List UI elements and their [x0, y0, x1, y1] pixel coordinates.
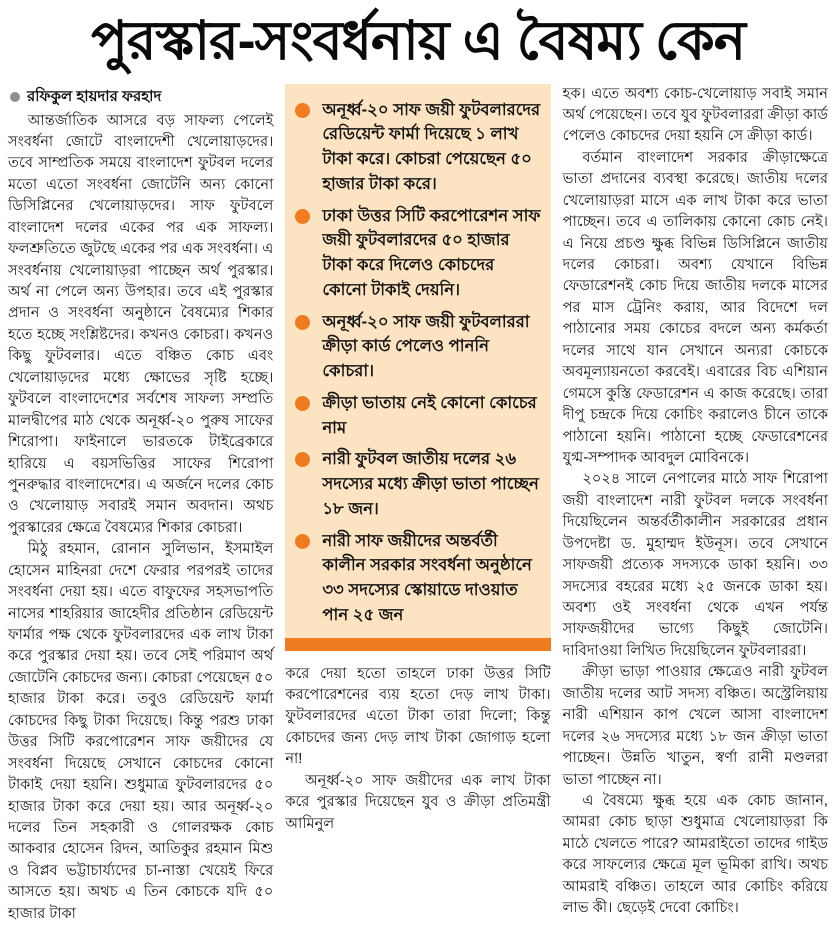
- article-paragraph: ক্রীড়া ভাড়া পাওয়ার ক্ষেত্রেও নারী ফুটবল জাতীয় দলের আট সদস্য বঞ্চিত। অস্ট্রেলিয়ায় নারী এশিয়ান কাপ খেলে আসা বাংলাদেশ দলের ২৬ সদস্যের মধ্যে ১৮ জন ক্রীড়া ভাতা পাচ্ছেন। উন্নতি খাতুন, স্বর্ণা রানী মণ্ডলরা ভাতা পাচ্ছেন না।: [563, 662, 828, 791]
- article-paragraph: মিঠু রহমান, রোনান সুলিভান, ইসমাইল হোসেন মাহিনরা দেশে ফেরার পরপরই তাদের সংবর্ধনা দেয়া হয়। এতে বাফুফের সহসভাপতি নাসের শাহরিয়ার জাহেদীর প্রতিষ্ঠান রেডিয়েন্ট ফার্মার পক্ষ থেকে ফুটবলারদের এক লাখ টাকা করে পুরস্কার দেয়া হয়। তবে সেই পরিমাণ অর্থ জোটেনি কোচদের জন্য। কোচরা পেয়েছেন ৫০ হাজার টাকা করে। তবুও রেডিয়েন্ট ফার্মা কোচদের কিছু টাকা দিয়েছে। কিন্তু পরশু ঢাকা উত্তর সিটি করপোরেশন সাফ জয়ীদের যে সংবর্ধনা দিয়েছে সেখানে কোচদের কোনো টাকাই দেয়া হয়নি। শুধুমাত্র ফুটবলারদের ৫০ হাজার টাকা করে দেয়া হয়। আর অনূর্ধ্ব-২০ দলের তিন সহকারী ও গোলরক্ষক কোচ আকবার হোসেন রিদন, আতিকুর রহমান মিশু ও বিপ্লব ভট্টাচার্য্যদের চা-নাস্তা খেয়েই ফিরে আসতে হয়। অথচ এ তিন কোচকে যদি ৫০ হাজার টাকা: [8, 539, 273, 925]
- column-2: [285, 84, 550, 836]
- column-1: [8, 84, 273, 925]
- highlight-item: [295, 98, 540, 197]
- highlight-item-text: অনূর্ধ্ব-২০ সাফ জয়ী ফুটবলারদের রেডিয়েন্ট ফার্মা দিয়েছে ১ লাখ টাকা করে। কোচরা পেয়েছেন ৫০ হাজার টাকা করে।: [322, 98, 540, 197]
- byline-author: রফিকুল হায়দার ফরহাদ: [27, 86, 161, 108]
- orange-bullet-icon: [295, 315, 310, 330]
- column-3: [563, 84, 828, 920]
- highlight-item: [295, 310, 540, 384]
- orange-bullet-icon: [295, 103, 310, 118]
- orange-bullet-icon: [295, 452, 310, 467]
- orange-bullet-icon: [295, 209, 310, 224]
- highlight-item: [295, 529, 540, 628]
- highlight-box-bottom-bar: [285, 638, 550, 651]
- highlight-item: [295, 204, 540, 303]
- article-paragraph: বর্তমান বাংলাদেশ সরকার ক্রীড়াক্ষেত্রে ভাতা প্রদানের ব্যবস্থা করেছে। জাতীয় দলের খেলোয়াড়রা মাসে এক লাখ টাকা করে ভাতা পাচ্ছেন। তবে এ তালিকায় কোনো কোচ নেই। এ নিয়ে প্রচণ্ড ক্ষুব্ধ বিভিন্ন ডিসিপ্লিনে জাতীয় দলের কোচরা। অবশ্য যেখানে বিভিন্ন ফেডারেশনই কোচ দিয়ে জাতীয় দলকে মাসের পর মাস ট্রেনিং করায়, আর বিদেশে দল পাঠানোর সময় কোচের বদলে অন্য কর্মকর্তা দলের সাথে যান সেখানে অন্যরা কোচকে অবমূল্যায়নতো করবেই। এবারের বিচ এশিয়ান গেমসে কুস্তি ফেডারেশন এ কাজ করেছে। তারা দীপু চন্দ্রকে দিয়ে কোচিং করালেও চীনে তাকে পাঠানো হয়নি। পাঠানো হচ্ছে ফেডারেশনের যুগ্ম-সম্পাদক আবদুল মোবিনকে।: [563, 148, 828, 470]
- highlight-item-text: নারী ফুটবল জাতীয় দলের ২৬ সদস্যের মধ্যে ক্রীড়া ভাতা পাচ্ছেন ১৮ জন।: [322, 447, 540, 521]
- highlight-item-text: ক্রীড়া ভাতায় নেই কোনো কোচের নাম: [322, 391, 540, 441]
- highlight-item-text: অনূর্ধ্ব-২০ সাফ জয়ী ফুটবলাররা ক্রীড়া কার্ড পেলেও পাননি কোচরা।: [322, 310, 540, 384]
- highlight-item-text: নারী সাফ জয়ীদের অন্তর্বর্তী কালীন সরকার সংবর্ধনা অনুষ্ঠানে ৩৩ সদস্যের স্কোয়াডে দাওয়াত পান ২৫ জন: [322, 529, 540, 628]
- highlight-item: [295, 447, 540, 521]
- byline: [10, 86, 273, 108]
- article-paragraph: হক। এতে অবশ্য কোচ-খেলোয়াড় সবাই সমান অর্থ পেয়েছেন। তবে যুব ফুটবলাররা ক্রীড়া কার্ড পেলেও কোচদের দেয়া হয়নি সে ক্রীড়া কার্ড।: [563, 84, 828, 148]
- article-paragraph: এ বৈষম্যে ক্ষুব্ধ হয়ে এক কোচ জানান, আমরা কোচ ছাড়া শুধুমাত্র খেলোয়াড়রা কি মাঠে খেলতে পারে? আমরাইতো তাদের গাইড করে সাফল্যের ক্ষেত্রে মূল ভূমিকা রাখি। অথচ আমরাই বঞ্চিত। তাহলে আর কোচিং করিয়ে লাভ কী। ছেড়েই দেবো কোচিং।: [563, 791, 828, 920]
- article-headline: পুরস্কার-সংবর্ধনায় এ বৈষম্য কেন: [8, 6, 828, 84]
- article-columns: [8, 84, 828, 925]
- highlight-item-text: ঢাকা উত্তর সিটি করপোরেশন সাফ জয়ী ফুটবলারদের ৫০ হাজার টাকা করে দিলেও কোচদের কোনো টাকাই দেয়নি।: [322, 204, 540, 303]
- article-paragraph: করে দেয়া হতো তাহলে ঢাকা উত্তর সিটি করপোরেশনের ব্যয় হতো দেড় লাখ টাকা। ফুটবলারদের এতো টাকা তারা দিলো; কিন্তু কোচদের জন্য দেড় লাখ টাকা জোগাড় হলো না!: [285, 664, 550, 771]
- article-paragraph: অনূর্ধ্ব-২০ সাফ জয়ীদের এক লাখ টাকা করে পুরস্কার দিয়েছেন যুব ও ক্রীড়া প্রতিমন্ত্রী আমিনুল: [285, 771, 550, 835]
- highlight-item: [295, 391, 540, 441]
- orange-bullet-icon: [295, 396, 310, 411]
- orange-bullet-icon: [295, 534, 310, 549]
- byline-bullet-icon: [10, 92, 20, 102]
- article-paragraph: আন্তর্জাতিক আসরে বড় সাফল্য পেলেই সংবর্ধনা জোটে বাংলাদেশী খেলোয়াড়দের। তবে সাম্প্রতিক সময়ে বাংলাদেশ ফুটবল দলের মতো এতো সংবর্ধনা জোটেনি অন্য কোনো ডিসিপ্লিনের খেলোয়াড়দের। সাফ ফুটবলে বাংলাদেশ দলের একের পর এক সাফল্য। ফলশ্রুতিতে জুটছে একের পর এক সংবর্ধনা। এ সংবর্ধনায় খেলোয়াড়রা পাচ্ছেন অর্থ পুরস্কার। অর্থ না পেলে অন্য উপহার। তবে এই পুরস্কার প্রদান ও সংবর্ধনা অনুষ্ঠানে বৈষম্যের শিকার হতে হচ্ছে সংশ্লিষ্টদের। কখনও কোচরা। কখনও কিছু ফুটবলার। এতে বঞ্চিত কোচ এবং খেলোয়াড়দের মধ্যে ক্ষোভের সৃষ্টি হচ্ছে। ফুটবলে বাংলাদেশের সর্বশেষ সাফল্য সম্প্রতি মালদ্বীপের মাঠ থেকে অনূর্ধ্ব-২০ পুরুষ সাফের শিরোপা। ফাইনালে ভারতকে টাইব্রেকারে হারিয়ে এ বয়সভিত্তির সাফের শিরোপা পুনরুদ্ধার বাংলাদেশের। এ অর্জনে দলের কোচ ও খেলোয়াড় সবারই সমান অবদান। অথচ পুরস্কারের ক্ষেত্রে বৈষম্যের শিকার কোচরা।: [8, 111, 273, 540]
- highlight-box: [285, 84, 550, 638]
- article-paragraph: ২০২৪ সালে নেপালের মাঠে সাফ শিরোপা জয়ী বাংলাদেশ নারী ফুটবল দলকে সংবর্ধনা দিয়েছিলেন অন্তর্বর্তীকালীন সরকারের প্রধান উপদেষ্টা ড. মুহাম্মদ ইউনূস। তবে সেখানে সাফজয়ী প্রত্যেক সদস্যকে ডাকা হয়নি। ৩৩ সদস্যের বহরের মধ্যে ২৫ জনকে ডাকা হয়। অবশ্য ওই সংবর্ধনা থেকে এখন পর্যন্ত সাফজয়ীদের ভাগ্যে কিছুই জোটেনি। দাবিদাওয়া লিখিত দিয়েছিলেন ফুটবলাররা।: [563, 469, 828, 662]
